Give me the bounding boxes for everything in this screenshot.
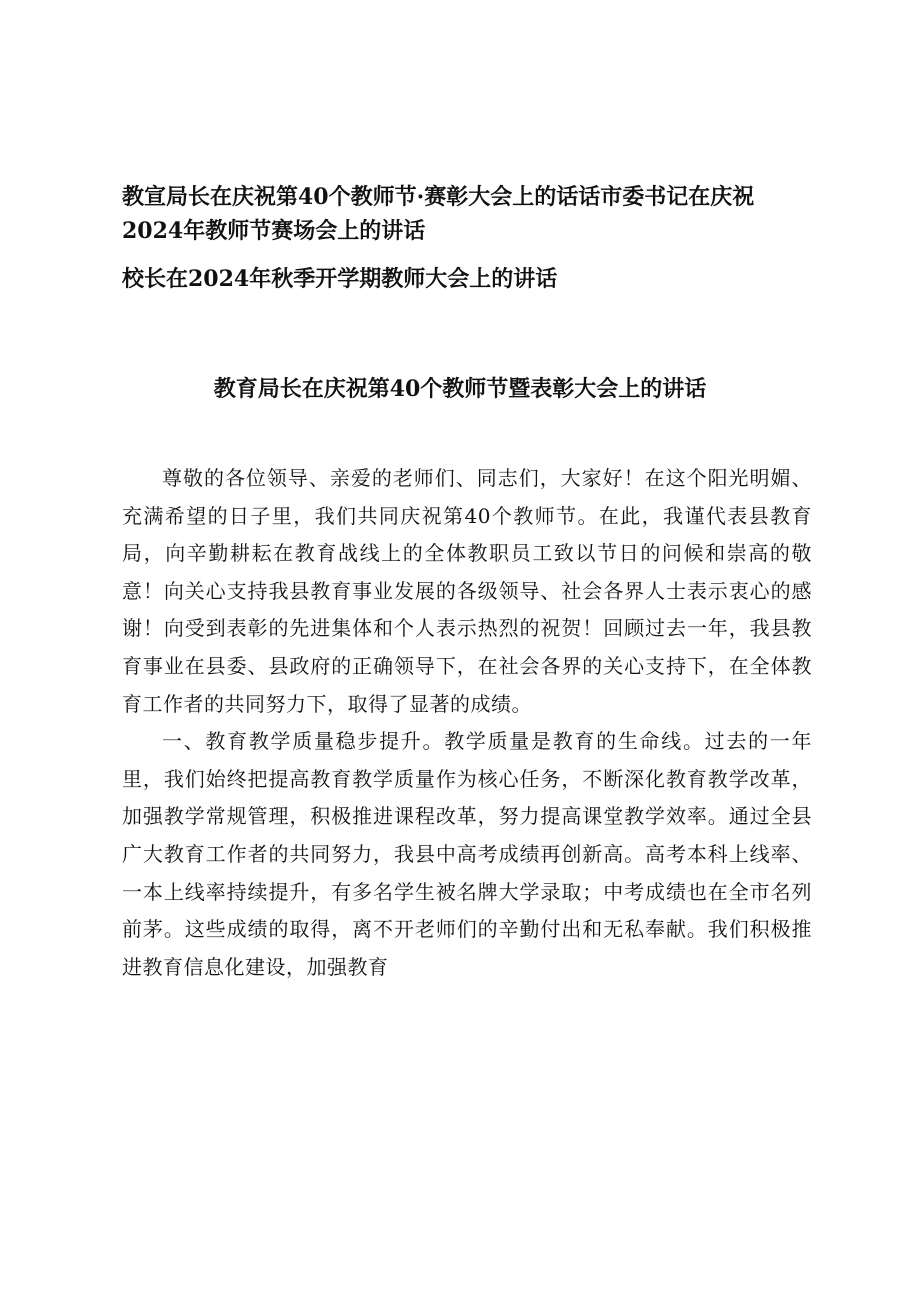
- table-of-contents: [122, 180, 812, 296]
- toc-item-2[interactable]: 校长在2024年秋季开学期教师大会上的讲话: [122, 266, 558, 292]
- paragraph-greeting: 尊敬的各位领导、亲爱的老师们、同志们，大家好！在这个阳光明媚、充满希望的日子里，我们共同庆祝第40个教师节。在此，我谨代表县教育局，向辛勤耕耘在教育战线上的全体教职员工致以节日的问候和崇高的敬意！向关心支持我县教育事业发展的各级领导、社会各界人士表示衷心的感谢！向受到表彰的先进集体和个人表示热烈的祝贺！回顾过去一年，我县教育事业在县委、县政府的正确领导下，在社会各界的关心支持下，在全体教育工作者的共同努力下，取得了显著的成绩。: [122, 466, 812, 716]
- document-title: 教育局长在庆祝第40个教师节暨表彰大会上的讲话: [213, 376, 707, 402]
- toc-item-1[interactable]: 教宣局长在庆祝第40个教师节·赛彰大会上的话话市委书记在庆祝2024年教师节赛场会上的讲话: [122, 184, 755, 244]
- paragraph-section-one: 一、教育教学质量稳步提升。教学质量是教育的生命线。过去的一年里，我们始终把提高教育教学质量作为核心任务，不断深化教育教学改革，加强教学常规管理，积极推进课程改革，努力提高课堂教学效率。通过全县广大教育工作者的共同努力，我县中高考成绩再创新高。高考本科上线率、一本上线率持续提升，有多名学生被名牌大学录取；中考成绩也在全市名列前茅。这些成绩的取得，离不开老师们的辛勤付出和无私奉献。我们积极推进教育信息化建设，加强教育: [122, 729, 812, 979]
- document-body: [122, 460, 812, 986]
